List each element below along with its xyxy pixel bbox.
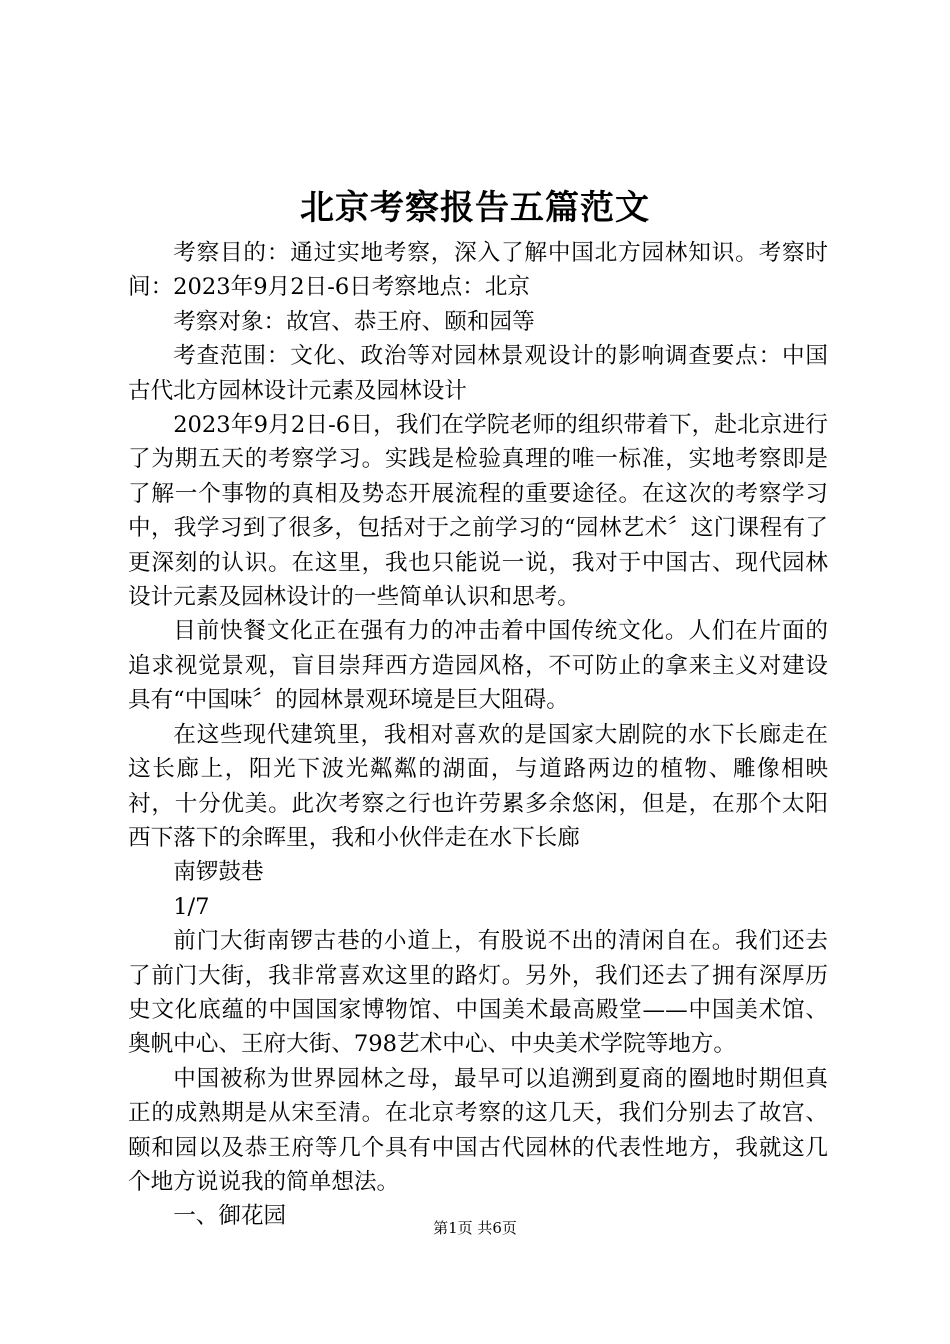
- document-body: [128, 236, 828, 1234]
- paragraph-qianmen: 前门大街南锣古巷的小道上，有股说不出的清闲自在。我们还去了前门大街，我非常喜欢这里的路灯。另外，我们还去了拥有深厚历史文化底蕴的中国国家博物馆、中国美术最高殿堂——中国美术馆、奥帆中心、王府大街、798艺术中心、中央美术学院等地方。: [128, 928, 828, 1058]
- paragraph-nanluoguxiang: 南锣鼓巷: [173, 859, 264, 886]
- page-footer: 第1页 共6页: [433, 1219, 517, 1237]
- document-title: 北京考察报告五篇范文: [300, 188, 650, 228]
- paragraph-modern-architecture: 在这些现代建筑里，我相对喜欢的是国家大剧院的水下长廊走在这长廊上，阳光下波光粼粼的湖面，与道路两边的植物、雕像相映衬，十分优美。此次考察之行也许劳累多余悠闲，但是，在那个太阳西下落下的余晖里，我和小伙伴走在水下长廊: [128, 721, 828, 851]
- section-heading-imperial-garden: 一、御花园: [173, 1203, 287, 1230]
- paragraph-purpose: 考察目的：通过实地考察，深入了解中国北方园林知识。考察时间：2023年9月2日-6日考察地点：北京: [128, 240, 828, 301]
- paragraph-intro: 2023年9月2日-6日，我们在学院老师的组织带着下，赴北京进行了为期五天的考察学习。实践是检验真理的唯一标准，实地考察即是了解一个事物的真相及势态开展流程的重要途径。在这次的考察学习中，我学习到了很多，包括对于之前学习的“园林艺术〞这门课程有了更深刻的认识。在这里，我也只能说一说，我对于中国古、现代园林设计元素及园林设计的一些简单认识和思考。: [128, 412, 828, 611]
- paragraph-image-counter: 1/7: [173, 893, 210, 920]
- paragraph-scope: 考查范围：文化、政治等对园林景观设计的影响调查要点：中国古代北方园林设计元素及园林设计: [128, 343, 828, 404]
- paragraph-objects: 考察对象：故宫、恭王府、颐和园等: [173, 308, 535, 335]
- paragraph-garden-history: 中国被称为世界园林之母，最早可以追溯到夏商的圈地时期但真正的成熟期是从宋至清。在北京考察的这几天，我们分别去了故宫、颐和园以及恭王府等几个具有中国古代园林的代表性地方，我就这几个地方说说我的简单想法。: [128, 1065, 828, 1195]
- paragraph-fastfood-culture: 目前快餐文化正在强有力的冲击着中国传统文化。人们在片面的追求视觉景观，盲目崇拜西方造园风格，不可防止的拿来主义对建设具有“中国味〞的园林景观环境是巨大阻碍。: [128, 618, 828, 714]
